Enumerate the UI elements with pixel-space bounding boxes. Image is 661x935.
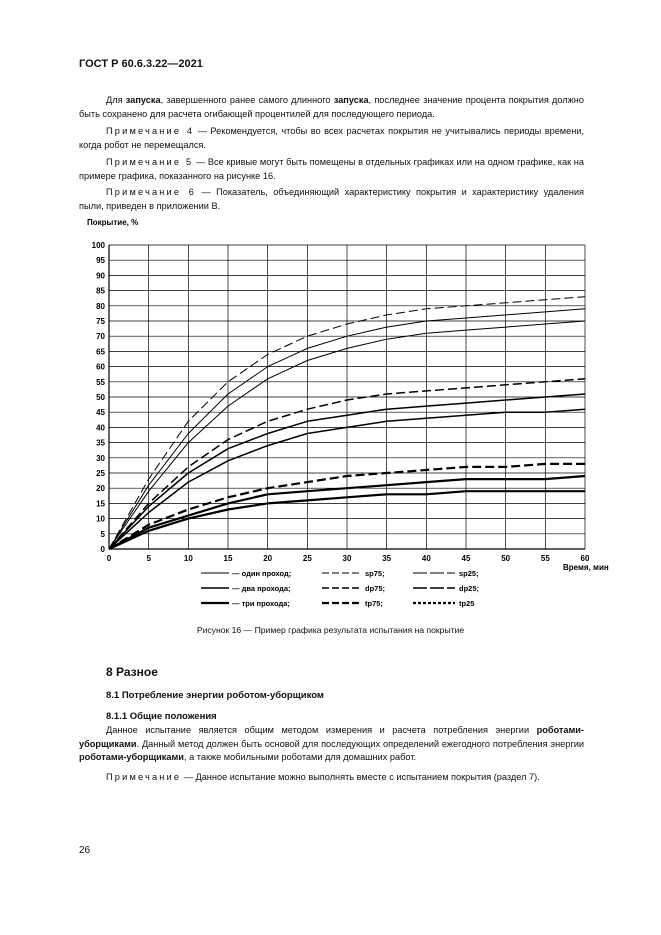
x-tick-label: 10 [183, 554, 193, 563]
y-tick-label: 5 [100, 529, 105, 539]
y-tick-label: 10 [96, 514, 105, 524]
note-label: Примечание 4 [106, 126, 195, 136]
y-tick-label: 35 [96, 438, 105, 448]
coverage-chart [79, 212, 619, 617]
note-5 [79, 156, 584, 183]
x-tick-label: 25 [302, 554, 312, 563]
chart-legend [201, 569, 479, 608]
y-tick-label: 15 [96, 499, 105, 509]
section-8-1-1-title: 8.1.1 Общие положения [106, 711, 217, 722]
y-tick-label: 25 [96, 469, 105, 478]
note-label: Примечание [106, 772, 182, 782]
text: Данное испытание является общим методом измерения и расчета потребления энергии [106, 725, 537, 735]
y-tick-label: 95 [96, 256, 105, 266]
legend-label-75: dp75; [365, 584, 386, 593]
legend-label-25: sp25; [459, 569, 479, 578]
x-tick-label: 60 [580, 554, 590, 563]
legend-label-25: dp25; [459, 584, 480, 593]
section-8-1-title: 8.1 Потребление энергии роботом-уборщиком [106, 690, 324, 701]
x-tick-label: 35 [382, 554, 392, 563]
x-tick-label: 40 [421, 554, 431, 563]
note-text: — Рекомендуется, чтобы во всех расчетах покрытия не учитывались периоды времени, когда робот не перемещался. [79, 126, 584, 150]
legend-label-75: tp75; [365, 599, 383, 608]
page-number: 26 [79, 845, 91, 856]
y-tick-label: 65 [96, 347, 105, 357]
y-tick-label: 0 [100, 545, 105, 554]
x-tick-label: 45 [461, 554, 471, 563]
bold-term: роботами-уборщиками [79, 752, 184, 762]
x-tick-label: 20 [263, 554, 273, 563]
y-tick-label: 50 [96, 393, 105, 402]
legend-label: — один проход; [232, 569, 292, 578]
bold-term: запуска [333, 95, 369, 105]
legend-label: — три прохода; [232, 599, 290, 608]
text: , а также мобильными роботами для домашних работ. [183, 752, 417, 762]
bold-term: роботами-уборщиками [79, 725, 584, 749]
y-tick-label: 70 [96, 332, 105, 342]
y-tick-label: 85 [96, 286, 105, 296]
y-tick-label: 100 [91, 241, 105, 250]
figure-caption: Рисунок 16 — Пример графика результата испытания на покрытие [196, 625, 465, 635]
y-tick-label: 20 [96, 484, 105, 494]
y-tick-label: 55 [96, 377, 105, 387]
note-text: — Данное испытание можно выполнять вместе с испытанием покрытия (раздел 7). [181, 772, 540, 782]
x-axis-label: Время, мин [563, 563, 609, 572]
note-text: — Все кривые могут быть помещены в отдельных графиках или на одном графике, как на примере графика, показанного на рисунке 16. [79, 157, 584, 181]
legend-label-75: sp75; [365, 569, 385, 578]
x-tick-label: 15 [223, 554, 233, 563]
y-tick-label: 90 [96, 271, 105, 281]
x-tick-label: 5 [146, 554, 151, 563]
chart-grid [109, 245, 585, 549]
y-tick-label: 45 [96, 408, 105, 418]
x-tick-label: 50 [501, 554, 511, 563]
y-tick-label: 30 [96, 453, 105, 463]
document-header: ГОСТ Р 60.6.3.22—2021 [79, 58, 203, 70]
y-tick-label: 80 [96, 301, 105, 311]
section-8-title: 8 Разное [106, 665, 158, 679]
note-label: Примечание 5 [106, 157, 194, 167]
x-tick-label: 0 [106, 554, 112, 563]
note-label: Примечание 6 [106, 187, 197, 197]
text: . Данный метод должен быть основой для последующих определений ежегодного потребления энергии [136, 738, 584, 749]
text: Для [106, 95, 126, 105]
y-tick-label: 60 [96, 362, 105, 372]
text: , последнее значение процента покрытия должно быть сохранено для расчета огибающей процентилей для последующего периода. [79, 95, 584, 119]
note-4 [79, 125, 584, 152]
text: , завершенного ранее самого длинного [160, 95, 334, 105]
note-text: — Показатель, объединяющий характеристику покрытия и характеристику удаления пыли, приведен в приложении В. [79, 187, 584, 211]
x-tick-label: 55 [540, 554, 550, 563]
legend-label: — два прохода; [232, 584, 291, 593]
legend-label-25: tp25 [459, 599, 475, 608]
y-tick-label: 75 [96, 317, 105, 326]
y-tick-label: 40 [96, 423, 105, 433]
bold-term: запуска [125, 95, 161, 105]
section-8-note [79, 771, 584, 785]
section-8-body [79, 724, 584, 765]
note-6 [79, 186, 584, 213]
y-axis-label: Покрытие, % [87, 218, 139, 227]
x-tick-label: 30 [342, 554, 352, 563]
paragraph-launch [79, 94, 584, 121]
